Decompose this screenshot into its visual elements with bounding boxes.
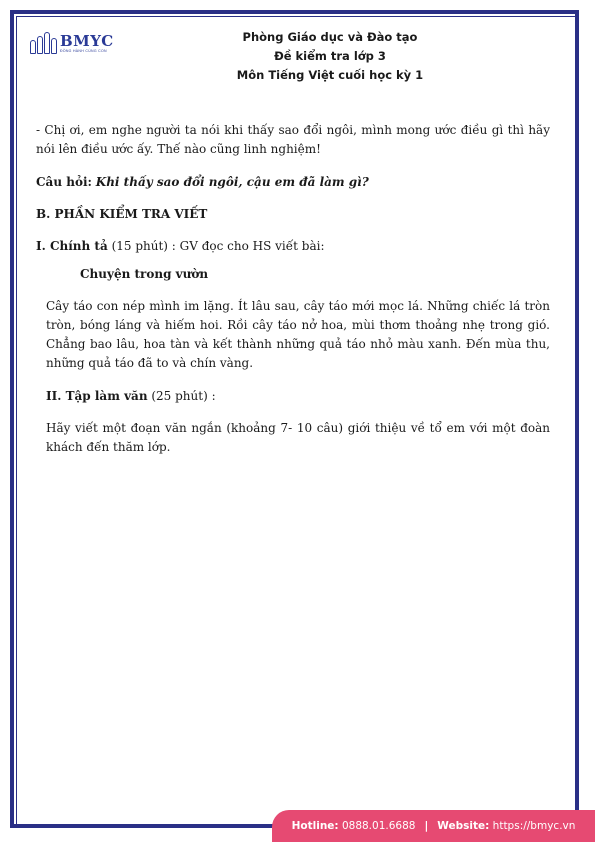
part2-task: Hãy viết một đoạn văn ngắn (khoảng 7- 10 câu) giới thiệu về tổ em với một đoàn khách đến thăm lớp.	[46, 421, 550, 454]
bmyc-logo	[28, 30, 114, 54]
question-line	[36, 173, 550, 192]
hotline-label: Hotline:	[291, 820, 339, 832]
bottles-icon	[28, 30, 58, 54]
story-paragraph: Cây táo con nép mình im lặng. Ít lâu sau, cây táo mới mọc lá. Những chiếc lá tròn tròn, bóng láng và hiếm hoi. Rồi cây táo nở hoa, mùi thơm thoảng nhẹ trong gió. Chẳng bao lâu, hoa tàn và kết thành những quả táo nhỏ màu xanh. Đến mùa thu, những quả táo đã to và chín vàng.	[46, 299, 550, 370]
website-label: Website:	[437, 820, 490, 832]
quote-paragraph: - Chị ơi, em nghe người ta nói khi thấy sao đổi ngôi, mình mong ước điều gì thì hãy nói lên điều ước ấy. Thế nào cũng linh nghiệm!	[36, 123, 550, 156]
part2-line	[46, 387, 550, 406]
header-department: Phòng Giáo dục và Đào tạo	[242, 30, 418, 44]
part1-instruction: (15 phút) : GV đọc cho HS viết bài:	[107, 239, 325, 253]
question-label: Câu hỏi:	[36, 175, 92, 189]
logo-tagline: ĐỒNG HÀNH CÙNG CON	[60, 49, 107, 53]
part1-label: I. Chính tả	[36, 239, 108, 253]
section-b-title: B. PHẦN KIỂM TRA VIẾT	[36, 207, 208, 221]
footer-contact-bar	[272, 810, 595, 842]
header-subject: Môn Tiếng Việt cuối học kỳ 1	[236, 68, 424, 82]
part1-line	[36, 237, 550, 256]
footer-separator: |	[424, 820, 429, 832]
part2-instruction: (25 phút) :	[147, 389, 216, 403]
website-link[interactable]: https://bmyc.vn	[492, 820, 576, 832]
header-exam-title: Đề kiểm tra lớp 3	[274, 49, 386, 63]
logo-name: BMYC	[60, 32, 114, 50]
story-title: Chuyện trong vườn	[80, 267, 209, 281]
hotline-value[interactable]: 0888.01.6688	[341, 820, 416, 832]
part2-label: II. Tập làm văn	[46, 389, 148, 403]
question-text: Khi thấy sao đổi ngôi, cậu em đã làm gì?	[95, 175, 369, 189]
